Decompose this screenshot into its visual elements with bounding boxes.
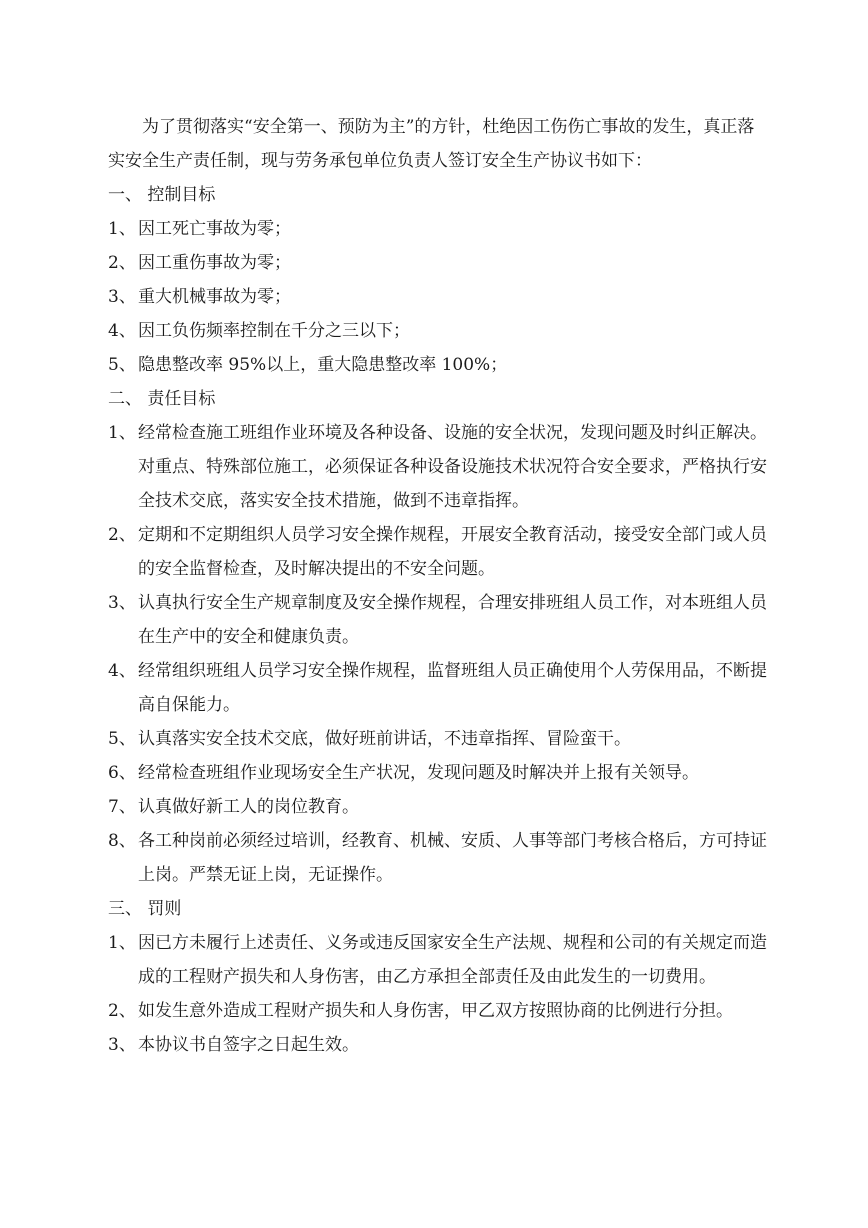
item-text: 的安全监督检查，及时解决提出的不安全问题。 [138, 559, 495, 579]
item-number: 1、 [108, 933, 136, 953]
list-item [108, 348, 794, 382]
list-item [108, 518, 794, 586]
list-item [108, 586, 794, 654]
list-item [108, 212, 794, 246]
section-heading: 二、 责任目标 [108, 389, 216, 409]
list-item [108, 926, 794, 994]
section-penalties [108, 892, 794, 1062]
item-number: 2、 [108, 253, 136, 273]
item-text: 经常检查班组作业现场安全生产状况，发现问题及时解决并上报有关领导。 [138, 763, 699, 783]
item-text: 本协议书自签字之日起生效。 [138, 1035, 359, 1055]
section-heading: 三、 罚则 [108, 899, 182, 919]
item-text: 各工种岗前必须经过培训，经教育、机械、安质、人事等部门考核合格后，方可持证 [138, 831, 767, 851]
item-number: 3、 [108, 593, 136, 613]
item-text: 成的工程财产损失和人身伤害，由乙方承担全部责任及由此发生的一切费用。 [138, 967, 716, 987]
item-text: 重大机械事故为零； [138, 287, 291, 307]
item-text: 全技术交底，落实安全技术措施，做到不违章指挥。 [138, 491, 529, 511]
item-number: 5、 [108, 355, 136, 375]
item-number: 3、 [108, 287, 136, 307]
list-item [108, 824, 794, 892]
list-item [108, 790, 794, 824]
item-number: 1、 [108, 219, 136, 239]
item-text: 经常检查施工班组作业环境及各种设备、设施的安全状况，发现问题及时纠正解决。 [138, 423, 767, 443]
intro-line: 实安全生产责任制，现与劳务承包单位负责人签订安全生产协议书如下： [108, 151, 652, 171]
list-item [108, 314, 794, 348]
document-page [108, 110, 794, 1062]
section-control-targets [108, 178, 794, 382]
list-item [108, 1028, 794, 1062]
list-item [108, 994, 794, 1028]
list-item [108, 756, 794, 790]
intro-line: 为了贯彻落实“安全第一、预防为主”的方针，杜绝因工伤伤亡事故的发生，真正落 [142, 117, 755, 137]
intro-paragraph [108, 110, 794, 178]
list-item [108, 654, 794, 722]
item-text: 对重点、特殊部位施工，必须保证各种设备设施技术状况符合安全要求，严格执行安 [138, 457, 767, 477]
section-responsibility-targets [108, 382, 794, 892]
item-text: 因已方未履行上述责任、义务或违反国家安全生产法规、规程和公司的有关规定而造 [138, 933, 767, 953]
list-item [108, 280, 794, 314]
list-item [108, 416, 794, 518]
item-number: 4、 [108, 661, 136, 681]
item-text: 因工死亡事故为零； [138, 219, 291, 239]
item-number: 8、 [108, 831, 136, 851]
item-text: 在生产中的安全和健康负责。 [138, 627, 359, 647]
section-heading: 一、 控制目标 [108, 185, 216, 205]
list-item [108, 722, 794, 756]
item-text: 因工负伤频率控制在千分之三以下； [138, 321, 410, 341]
item-text: 定期和不定期组织人员学习安全操作规程，开展安全教育活动，接受安全部门或人员 [138, 525, 767, 545]
item-number: 2、 [108, 525, 136, 545]
item-text: 经常组织班组人员学习安全操作规程，监督班组人员正确使用个人劳保用品，不断提 [138, 661, 767, 681]
list-item [108, 246, 794, 280]
item-number: 3、 [108, 1035, 136, 1055]
item-text: 上岗。严禁无证上岗，无证操作。 [138, 865, 393, 885]
item-number: 5、 [108, 729, 136, 749]
item-text: 因工重伤事故为零； [138, 253, 291, 273]
item-text: 认真落实安全技术交底，做好班前讲话，不违章指挥、冒险蛮干。 [138, 729, 631, 749]
item-number: 1、 [108, 423, 136, 443]
item-text: 认真做好新工人的岗位教育。 [138, 797, 359, 817]
item-number: 4、 [108, 321, 136, 341]
item-text: 隐患整改率 95%以上，重大隐患整改率 100%； [138, 355, 508, 375]
item-number: 2、 [108, 1001, 136, 1021]
item-text: 认真执行安全生产规章制度及安全操作规程，合理安排班组人员工作，对本班组人员 [138, 593, 767, 613]
item-number: 7、 [108, 797, 136, 817]
item-text: 高自保能力。 [138, 695, 240, 715]
item-text: 如发生意外造成工程财产损失和人身伤害，甲乙双方按照协商的比例进行分担。 [138, 1001, 733, 1021]
item-number: 6、 [108, 763, 136, 783]
